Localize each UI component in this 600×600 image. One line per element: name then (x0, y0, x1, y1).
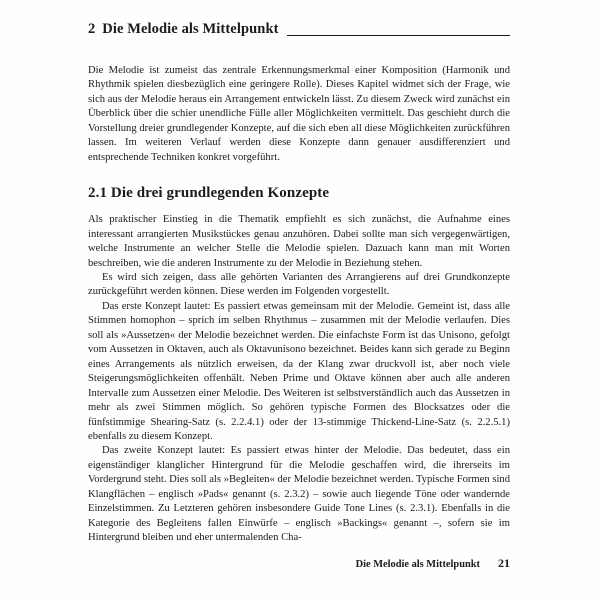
intro-paragraph: Die Melodie ist zumeist das zentrale Erkennungsmerkmal einer Komposition (Harmonik und Rhythmik spielen diesbezüglich eine geringere Rolle). Dieses Kapitel widmet sich der Frage, wie sich aus der Melodie heraus ein Arrangement entwickeln lässt. Zu diesem Zweck wird zunächst ein Überblick über die schier unendliche Fülle aller Möglichkeiten vermittelt. Das geschieht durch die Vorstellung dreier grundlegender Konzepte, auf die sich eben all diese Möglichkeiten zurückführen lassen. Im weiteren Verlauf werden diese Konzepte dann genauer ausdifferenziert und entsprechende Techniken konkret vorgeführt. (88, 65, 510, 163)
paragraph: Es wird sich zeigen, dass alle gehörten Varianten des Arrangierens auf drei Grundkonzepte zurückgeführt werden können. Diese werden im Folgenden vorgestellt. (88, 271, 510, 298)
chapter-title: Die Melodie als Mittelpunkt (102, 21, 279, 37)
footer-page-number: 21 (498, 556, 510, 570)
page-footer (88, 556, 510, 571)
chapter-heading (88, 22, 510, 52)
paragraph: Das erste Konzept lautet: Es passiert etwas gemeinsam mit der Melodie. Gemeint ist, dass alle Stimmen homophon – sprich im selben Rhythmus – zusammen mit der Melodie verlaufen. Dies soll als »Aussetzen« der Melodie bezeichnet werden. Die einfachste Form ist das Unisono, gefolgt vom Aussetzen in Oktaven, auch als Oktavunisono bezeichnet. Beides kann sich gerade zu Beginn eines Arrangements als nützlich erweisen, da der Klang zwar druckvoll ist, aber noch viele Steigerungsmöglichkeiten offenhält. Neben Prime und Oktave können aber auch alle anderen Intervalle zum Aussetzen einer Melodie. Des Weiteren ist selbstverständlich auch das Aussetzen in mehr als zwei Stimmen möglich. So gehören typische Formen des Blocksatzes oder die fünfstimmige Shearing-Satz (s. 2.2.4.1) oder der 13-stimmige Thickend-Line-Satz (s. 2.2.5.1) ebenfalls zu diesem Konzept. (88, 300, 510, 442)
paragraph: Das zweite Konzept lautet: Es passiert etwas hinter der Melodie. Das bedeutet, dass ein eigenständiger klanglicher Hintergrund für die Melodie geschaffen wird, die ihrerseits im Vordergrund steht. Dies soll als »Begleiten« der Melodie bezeichnet werden. Typische Formen sind Klangflächen – englisch »Pads« genannt (s. 2.3.2) – sowie auch liegende Töne oder wandernde Einzelstimmen. Zu Letzteren gehören insbesondere Guide Tone Lines (s. 2.3.1). Ebenfalls in die Kategorie des Begleitens fallen Einwürfe – englisch »Backings« genannt –, sofern sie im Hintergrund bleiben und eher untermalenden Cha- (88, 445, 510, 544)
section-number: 2.1 (88, 185, 108, 202)
section-title: Die drei grundlegenden Konzepte (110, 185, 330, 202)
footer-running-title: Die Melodie als Mittelpunkt (355, 559, 480, 570)
chapter-label (88, 22, 287, 37)
section-heading (88, 165, 510, 213)
body-column (88, 64, 510, 546)
paragraph: Als praktischer Einstieg in die Thematik empfiehlt es sich zunächst, die Aufnahme eines interessant arrangierten Musikstückes genau anzuhören. Dabei sollte man sich vergegenwärtigen, welche Instrumente an welcher Stelle die Melodie spielen. Dazuach kann man mit Worten beschreiben, wie die anderen Instrumente zu der Melodie in Beziehung stehen. (88, 214, 510, 269)
chapter-number: 2 (88, 21, 96, 37)
